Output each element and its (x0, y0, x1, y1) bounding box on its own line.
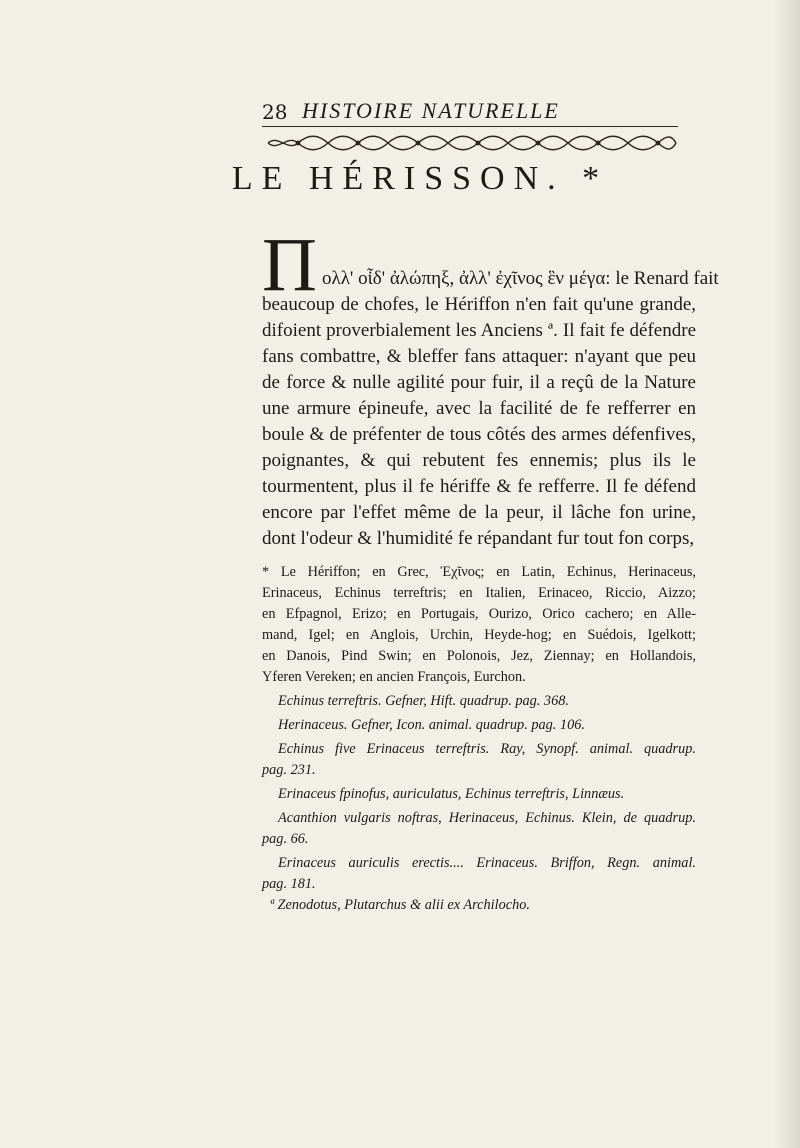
header-rule (262, 126, 678, 130)
footnote-reference: Erinaceus fpinofus, auriculatus, Echinus terreftris, Linnæus. (278, 786, 625, 802)
footnote-line: Yferen Vereken; en ancien François, Eurchon. (262, 669, 526, 685)
footnote-reference: Acanthion vulgaris noftras, Herinaceus, Echinus. Klein, de quadrup. (278, 810, 696, 826)
footnote-line: en Danois, Pind Swin; en Polonois, Jez, Ziennay; en Hollandois, (262, 648, 696, 664)
body-line: encore par l'effet même de la peur, il lâche fon urine, (262, 502, 696, 523)
footnote-reference: pag. 231. (262, 762, 316, 778)
footnote-line: Erinaceus, Echinus terreftris; en Italien, Erinaceo, Riccio, Aizzo; (262, 585, 696, 601)
footnote-a: ª Zenodotus, Plutarchus & alii ex Archilocho. (270, 897, 530, 913)
page-number: 28 (262, 100, 288, 124)
footnote-reference: pag. 66. (262, 831, 309, 847)
page-edge-shadow (774, 0, 800, 1148)
chapter-title: LE HÉRISSON. * (231, 160, 609, 197)
body-line: poignantes, & qui rebutent fes ennemis; plus ils le (262, 450, 696, 471)
body-line: une armure épineufe, avec la facilité de fe refferrer en (262, 398, 696, 419)
running-title: HISTOIRE NATURELLE (302, 98, 560, 123)
drop-cap: Π (262, 223, 317, 307)
footnote-reference: Herinaceus. Gefner, Icon. animal. quadrup. pag. 106. (278, 717, 585, 733)
ornament-band-icon (262, 132, 682, 154)
body-line: boule & de préfenter de tous côtés des armes défenfives, (262, 424, 696, 445)
body-line: ολλ' οἶδ' ἀλώπηξ, ἀλλ' ἐχῖνος ἓν μέγα: le Renard fait (322, 268, 719, 289)
running-head (262, 98, 682, 126)
footnote-line: en Efpagnol, Erizo; en Portugais, Ourizo, Orico cachero; en Alle- (262, 606, 696, 622)
body-line: dont l'odeur & l'humidité fe répandant fur tout fon corps, (262, 528, 695, 549)
footnote-reference: Erinaceus auriculis erectis.... Erinaceus. Briffon, Regn. animal. (278, 855, 696, 871)
body-line: tourmentent, plus il fe hériffe & fe refferre. Il fe défend (262, 476, 696, 497)
footnote-reference: Echinus five Erinaceus terreftris. Ray, Synopf. animal. quadrup. (278, 741, 696, 757)
body-line: fans combattre, & bleffer fans attaquer: n'ayant que peu (262, 346, 696, 367)
footnote-line: mand, Igel; en Anglois, Urchin, Heyde-hog; en Suédois, Igelkott; (262, 627, 696, 643)
body-line: beaucoup de chofes, le Hériffon n'en fait qu'une grande, (262, 294, 696, 315)
footnote-reference: pag. 181. (262, 876, 316, 892)
footnote-line: * Le Hériffon; en Grec, Ἐχῖνος; en Latin, Echinus, Herinaceus, (262, 564, 696, 580)
body-line: difoient proverbialement les Anciens ª. Il fait fe défendre (262, 320, 696, 341)
footnote-reference: Echinus terreftris. Gefner, Hift. quadrup. pag. 368. (278, 693, 569, 709)
body-line: de force & nulle agilité pour fuir, il a reçû de la Nature (262, 372, 696, 393)
